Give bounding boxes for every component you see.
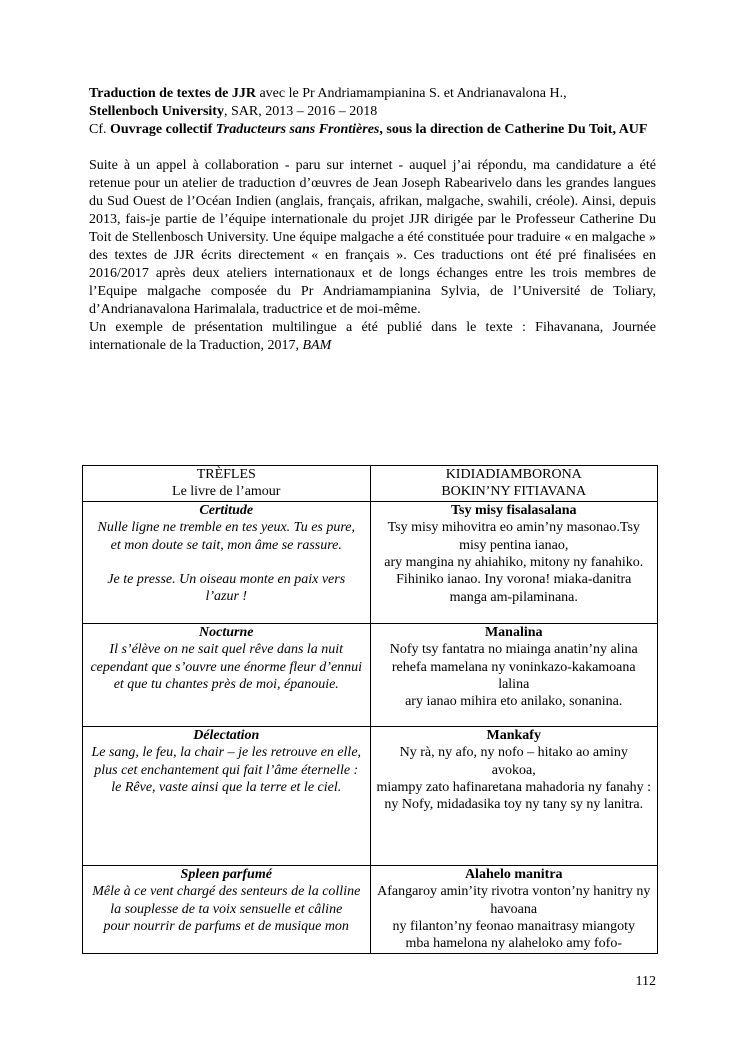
poem-cell-malagasy xyxy=(370,865,658,953)
poem-line: cependant que s’ouvre une énorme fleur d’ennui xyxy=(90,659,363,675)
poem-line: plus cet enchantement qui fait l’âme éternelle : xyxy=(94,762,359,778)
publication-paragraph xyxy=(89,319,656,355)
collection-subtitle-mg: BOKIN’NY FITIAVANA xyxy=(441,484,587,500)
poem-line: et mon doute se tait, mon âme se rassure. xyxy=(110,537,342,553)
header-line-1 xyxy=(89,85,656,103)
header-cell-french xyxy=(83,466,371,502)
poem-line: Il s’élève on ne sait quel rêve dans la nuit xyxy=(109,642,344,658)
poem-line: ny Nofy, midadasika toy ny tany sy ny lanitra. xyxy=(384,797,644,813)
poem-title-mg: Manalina xyxy=(484,624,543,640)
table-header-row xyxy=(83,466,658,502)
poem-cell-malagasy xyxy=(370,623,658,726)
poem-cell-malagasy xyxy=(370,501,658,623)
university-name: Stellenboch University xyxy=(89,104,224,119)
poem-title-fr: Délectation xyxy=(193,727,260,743)
poem-line: Nulle ligne ne tremble en tes yeux. Tu es pure, xyxy=(97,520,355,536)
table-row xyxy=(83,623,658,726)
poem-line: miampy zato hafinaretana mahadoria ny fanahy : xyxy=(376,780,651,796)
poem-line: le Rêve, vaste ainsi que la terre et le ciel. xyxy=(111,780,342,796)
collaborators-text: avec le Pr Andriamampianina S. et Andrianavalona H., xyxy=(255,86,567,101)
poem-line: mba hamelona ny alaheloko amy fofo- xyxy=(405,936,623,952)
description-paragraph xyxy=(89,157,656,319)
work-direction: , sous la direction de Catherine Du Toit, AUF xyxy=(379,122,648,137)
poem-cell-french xyxy=(83,726,371,865)
collection-subtitle-fr: Le livre de l’amour xyxy=(172,484,281,500)
poem-line: Je te presse. Un oiseau monte en paix vers l’azur ! xyxy=(107,572,346,605)
poem-cell-malagasy xyxy=(370,726,658,865)
poem-title-fr: Nocturne xyxy=(199,624,254,640)
cf-prefix: Cf. xyxy=(89,122,110,137)
work-label: Ouvrage collectif xyxy=(110,122,216,137)
poem-title-mg: Tsy misy fisalasalana xyxy=(450,502,577,518)
poem-line: Afangaroy amin’ity rivotra vonton’ny hanitry ny havoana xyxy=(377,884,651,917)
poem-line: la souplesse de ta voix sensuelle et câline xyxy=(110,901,343,917)
poem-title-fr: Certitude xyxy=(199,502,254,518)
poem-line: pour nourrir de parfums et de musique mon xyxy=(103,919,349,935)
table-row xyxy=(83,865,658,953)
poem-line: Mêle à ce vent chargé des senteurs de la colline xyxy=(92,884,361,900)
header-line-2 xyxy=(89,103,656,121)
header-cell-malagasy xyxy=(370,466,658,502)
poem-line: Tsy misy mihovitra eo amin’ny masonao.Tsy misy pentina ianao, xyxy=(387,520,640,553)
poem-line: ny filanton’ny feonao manaitrasy miangoty xyxy=(392,919,636,935)
translation-table xyxy=(82,465,658,954)
poem-line: ary ianao mihira eto anilako, sonanina. xyxy=(405,694,623,710)
poem-cell-french xyxy=(83,501,371,623)
publication-text: Un exemple de présentation multilingue a été publié dans le texte : Fihavanana, Journée internationale de la Traduction, 2017, xyxy=(89,320,656,353)
table-row xyxy=(83,726,658,865)
poem-line: Fihiniko ianao. Iny vorona! miaka-danitra manga am-pilaminana. xyxy=(396,572,632,605)
project-title: Traduction de textes de JJR xyxy=(89,86,256,101)
collection-title-mg: KIDIADIAMBORONA xyxy=(445,467,582,482)
description-text: Suite à un appel à collaboration - paru sur internet - auquel j’ai répondu, ma candidature a été retenue pour un atelier de traduction d’œuvres de Jean Joseph Rabearivelo dans les grandes langues du Sud Ouest de l’Océan Indien (anglais, français, afrikan, malgache, swahili, créole). Ainsi, depuis 2013, fais-je partie de l’équipe internationale du projet JJR dirigée par le Professeur Catherine Du Toit de Stellenbosch University. Une équipe malgache a été constituée pour traduire « en malgache » des textes de JJR écrits directement « en français ». Ces traductions ont été pré finalisées en 2016/2017 après deux ateliers internationaux et de longs échanges entre les trois membres de l’Equipe malgache composée du Pr Andriamampianina Sylvia, de l’Université de Toliary, d’Andrianavalona Harimalala, traductrice et de moi-même. xyxy=(89,158,656,317)
table-row xyxy=(83,501,658,623)
poem-title-mg: Mankafy xyxy=(486,727,541,743)
reference-header xyxy=(89,85,656,139)
publication-source: BAM xyxy=(302,338,332,353)
poem-line: rehefa mamelana ny voninkazo-kakamoana lalina xyxy=(391,659,636,693)
work-title: Traducteurs sans Frontières xyxy=(215,122,380,137)
page-number: 112 xyxy=(635,974,656,989)
poem-line: Nofy tsy fantatra no miainga anatin’ny alina xyxy=(389,642,638,658)
collection-title-fr: TRÈFLES xyxy=(196,467,256,482)
poem-line: Le sang, le feu, la chair – je les retrouve en elle, xyxy=(91,745,362,761)
poem-cell-french xyxy=(83,865,371,953)
poem-line: Ny rà, ny afo, ny nofo – hitako ao aminy avokoa, xyxy=(399,745,628,778)
poem-cell-french xyxy=(83,623,371,726)
poem-line: ary mangina ny ahiahiko, mitony ny fanahiko. xyxy=(384,555,644,571)
years-text: , SAR, 2013 – 2016 – 2018 xyxy=(223,104,378,119)
poem-title-mg: Alahelo manitra xyxy=(464,866,563,882)
document-body xyxy=(89,85,656,355)
header-line-3 xyxy=(89,121,656,139)
poem-line: et que tu chantes près de moi, épanouie. xyxy=(113,677,339,693)
poem-title-fr: Spleen parfumé xyxy=(180,866,272,882)
